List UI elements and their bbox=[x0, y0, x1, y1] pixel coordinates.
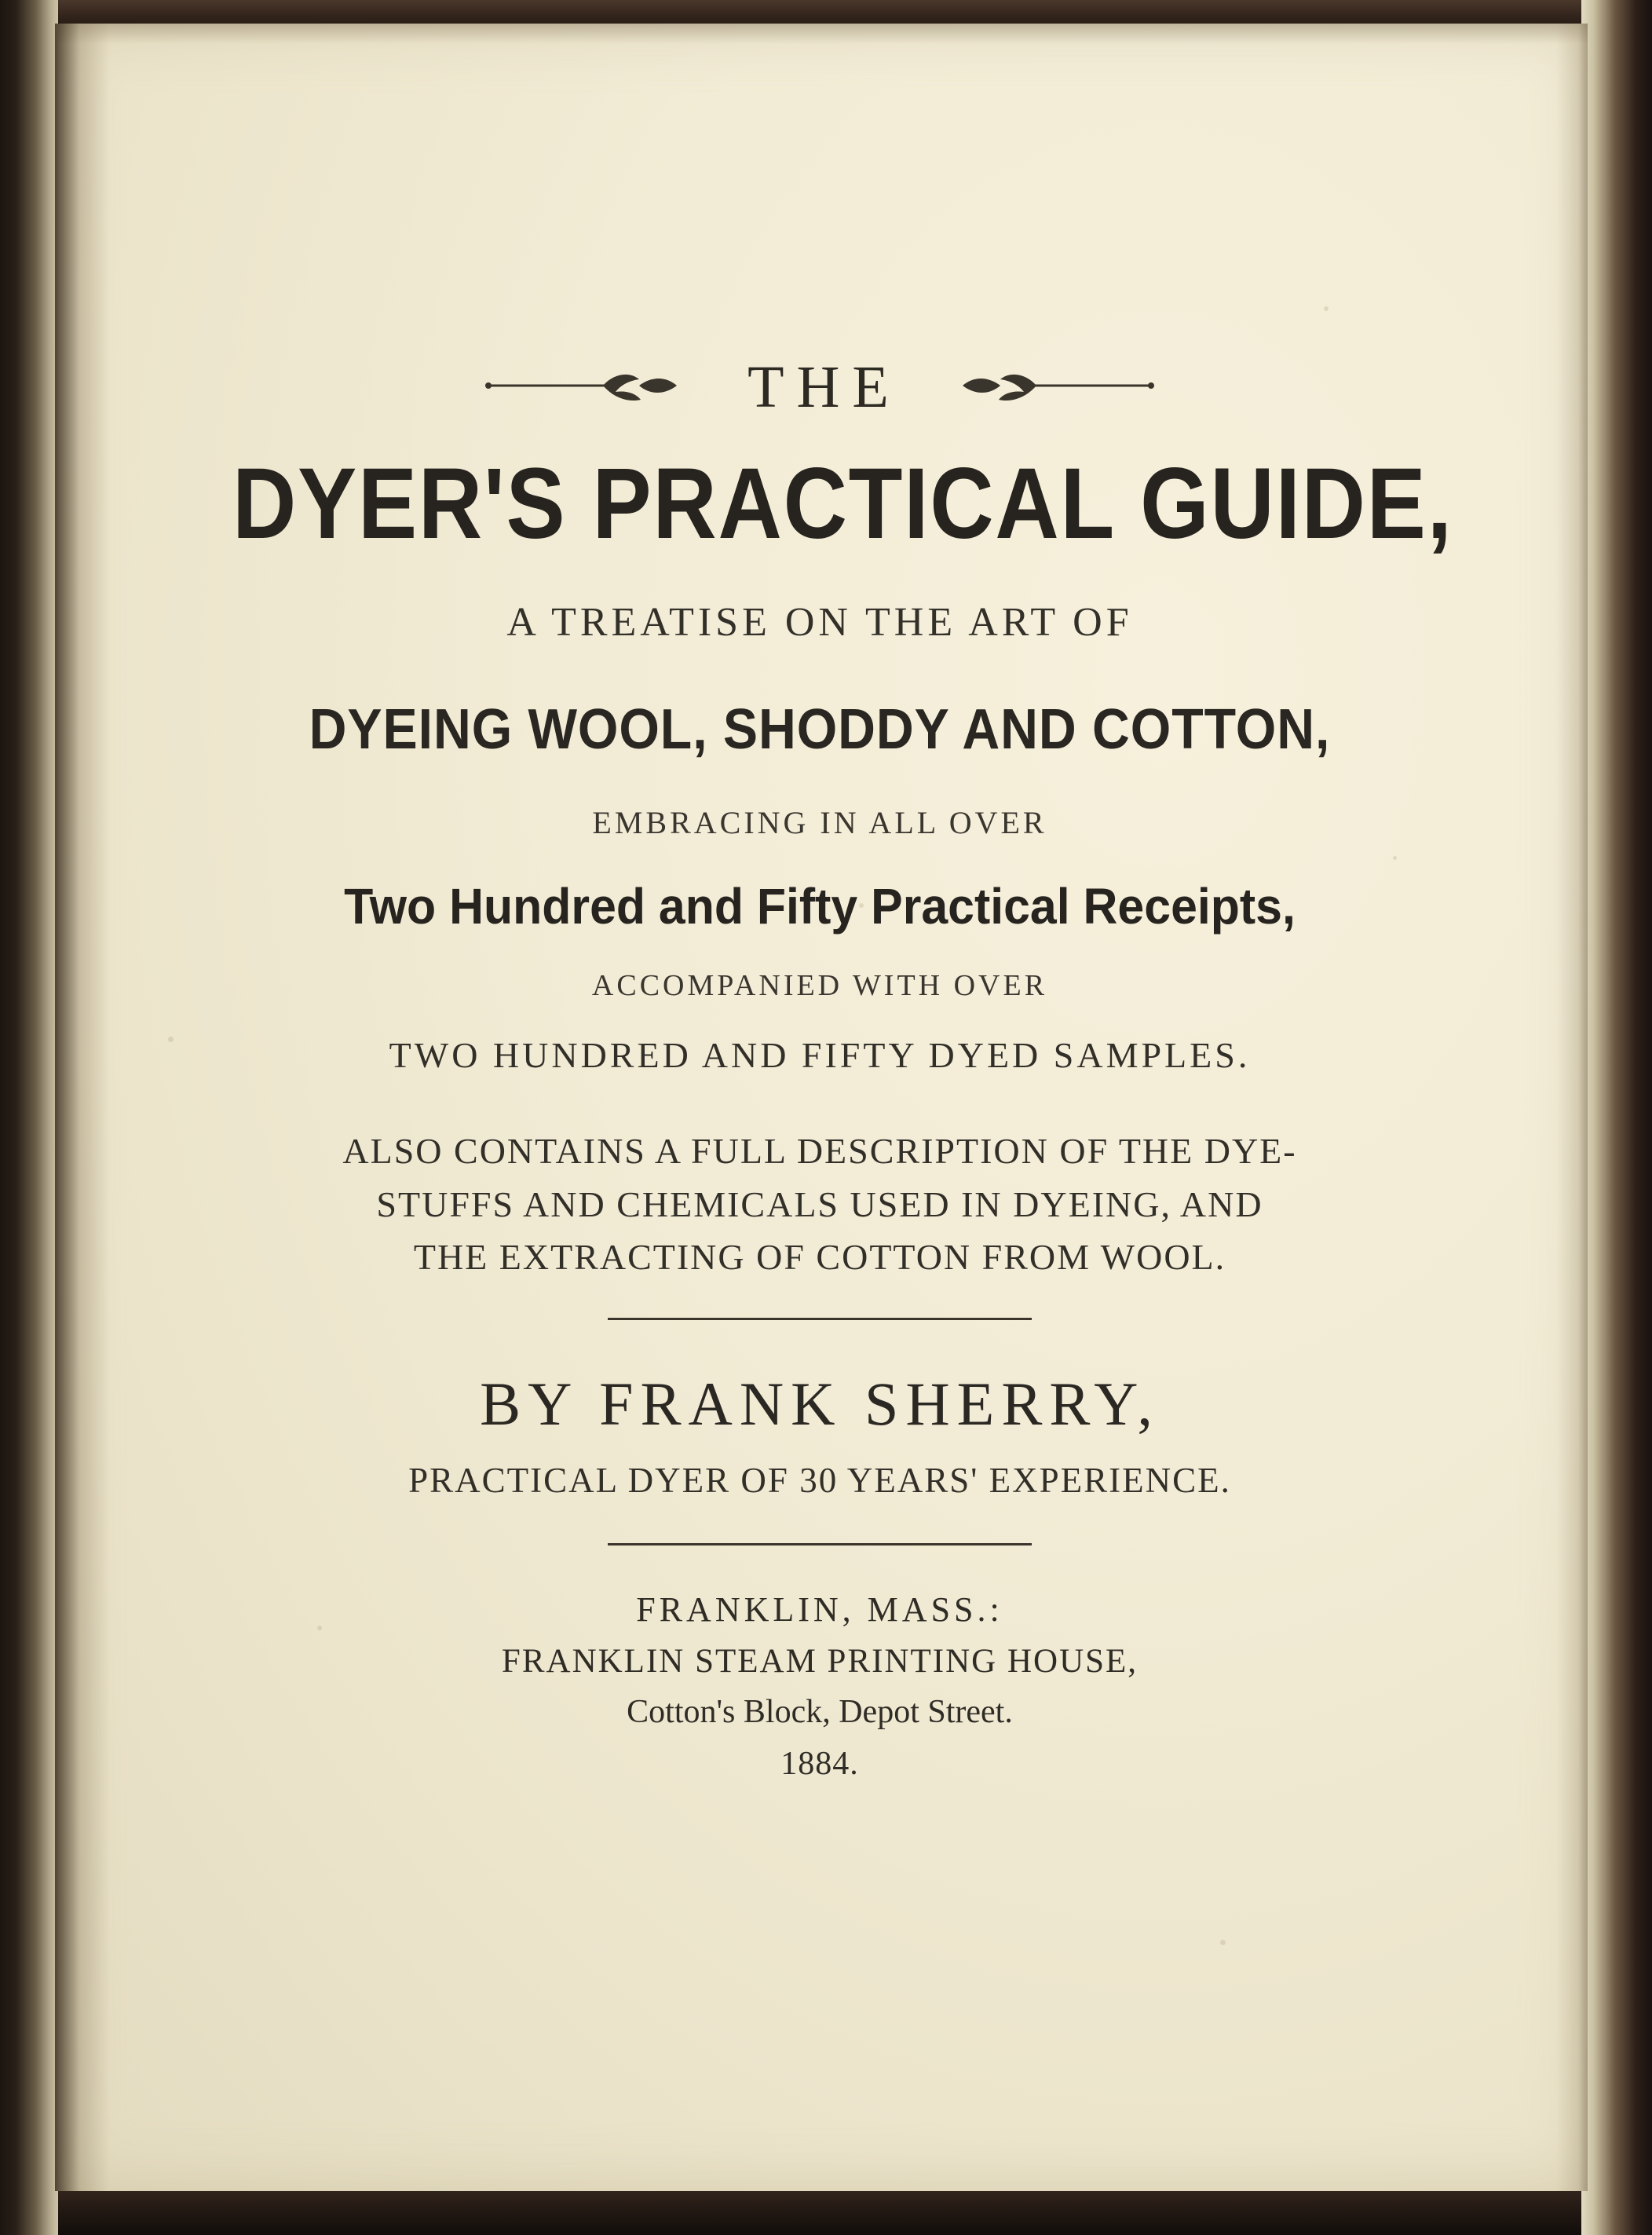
book-gutter bbox=[0, 0, 58, 2235]
cover-right-edge bbox=[1581, 0, 1652, 2235]
book-subtitle-dyeing: DYEING WOOL, SHODDY AND COTTON, bbox=[309, 698, 1331, 762]
the-word: THE bbox=[747, 354, 901, 420]
imprint-address: Cotton's Block, Depot Street. bbox=[627, 1693, 1013, 1730]
divider-rule-upper bbox=[608, 1318, 1032, 1320]
author-credential: PRACTICAL DYER OF 30 YEARS' EXPERIENCE. bbox=[408, 1460, 1231, 1500]
book-subtitle-treatise: A TREATISE ON THE ART OF bbox=[506, 600, 1133, 646]
embracing-line: EMBRACING IN ALL OVER bbox=[592, 805, 1047, 841]
title-block bbox=[152, 353, 1487, 1783]
description-block bbox=[262, 1125, 1377, 1282]
book-main-title: DYER'S PRACTICAL GUIDE, bbox=[232, 448, 1453, 560]
description-line: THE EXTRACTING OF COTTON FROM WOOL. bbox=[413, 1236, 1226, 1277]
author-name: BY FRANK SHERRY, bbox=[480, 1369, 1160, 1438]
imprint-city: FRANKLIN, MASS.: bbox=[636, 1589, 1003, 1629]
cover-top-edge bbox=[0, 0, 1652, 27]
imprint-year: 1884. bbox=[780, 1745, 859, 1782]
paper-speck bbox=[1324, 306, 1329, 311]
the-line bbox=[152, 353, 1487, 422]
cover-bottom-edge bbox=[0, 2189, 1652, 2235]
imprint-printer: FRANKLIN STEAM PRINTING HOUSE, bbox=[501, 1642, 1138, 1680]
ornament-flourish-left-icon bbox=[485, 368, 721, 408]
receipts-line: Two Hundred and Fifty Practical Receipts, bbox=[344, 878, 1296, 935]
page-right-shading bbox=[1556, 24, 1588, 2191]
gutter-shadow bbox=[55, 24, 110, 2191]
paper-speck bbox=[1220, 1940, 1226, 1945]
ornament-flourish-right-icon bbox=[919, 368, 1154, 408]
accompanied-line: ACCOMPANIED WITH OVER bbox=[591, 969, 1048, 1003]
samples-line: TWO HUNDRED AND FIFTY DYED SAMPLES. bbox=[389, 1035, 1251, 1076]
description-line: ALSO CONTAINS A FULL DESCRIPTION OF THE DYE- bbox=[342, 1131, 1297, 1172]
divider-rule-lower bbox=[608, 1543, 1032, 1545]
page-top-shading bbox=[58, 24, 1588, 44]
title-page bbox=[58, 24, 1588, 2191]
description-line: STUFFS AND CHEMICALS USED IN DYEING, AND bbox=[376, 1183, 1263, 1224]
